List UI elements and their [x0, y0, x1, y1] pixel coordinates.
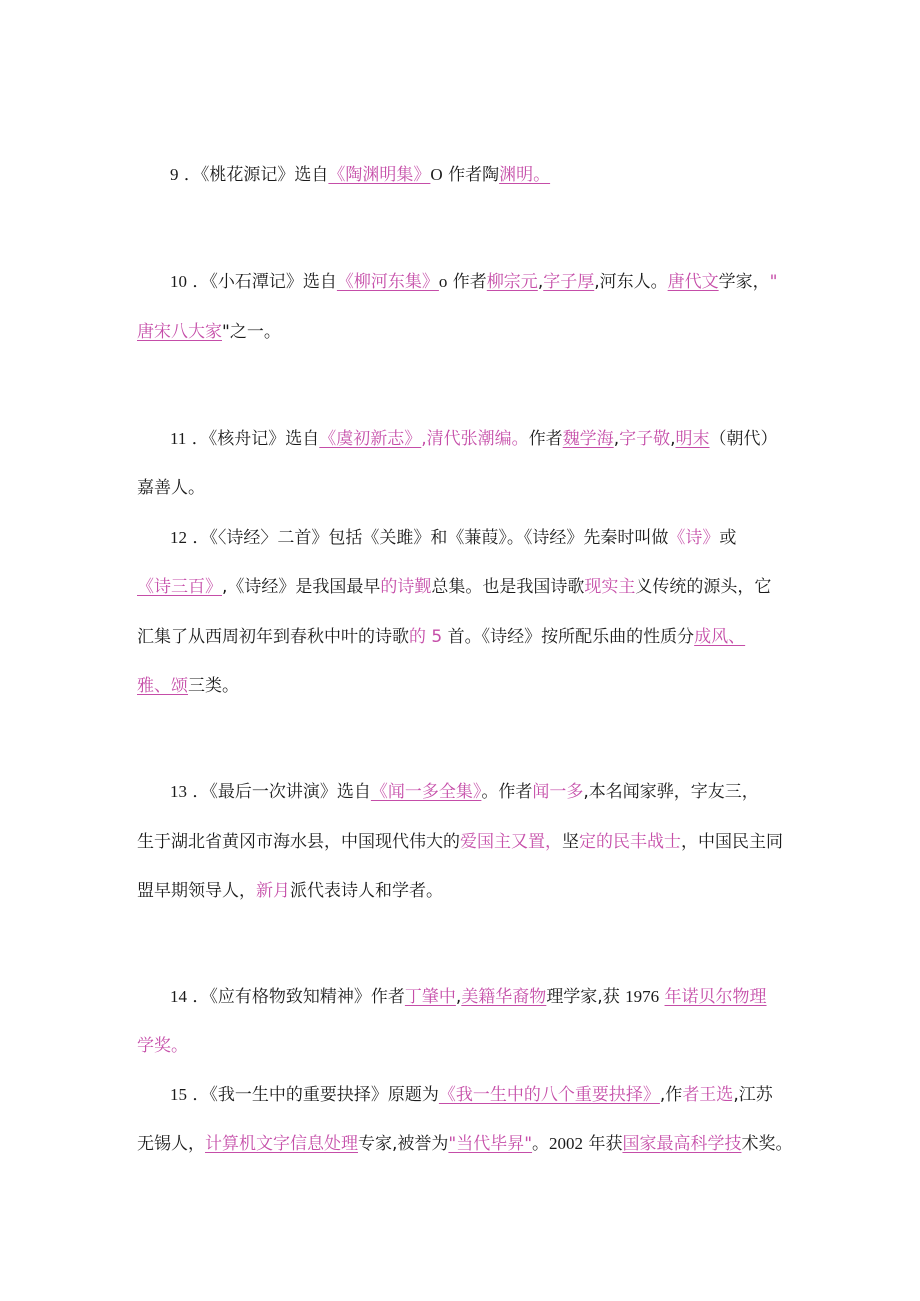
highlighted-text: 《诗三百》 [137, 577, 222, 597]
highlighted-text: 唐宋八大家 [137, 322, 222, 342]
text-span: ,河东人。 [594, 272, 668, 292]
text-line [170, 986, 767, 1008]
text-span: 15 [170, 1085, 187, 1104]
text-span: ,江苏 [733, 1085, 773, 1105]
text-span: O [430, 165, 443, 184]
text-line [137, 1035, 188, 1057]
text-line [170, 164, 550, 186]
highlighted-text: 的诗觐 [380, 577, 432, 597]
highlighted-text: 《我一生中的八个重要抉择》 [438, 1085, 660, 1105]
highlighted-text: 计算机文字信息处理 [205, 1134, 358, 1154]
text-span: ．《桃花源记》选自 [178, 165, 329, 185]
highlighted-text: 柳宗元 [486, 272, 538, 292]
text-line [170, 781, 759, 803]
highlighted-text: 《诗》 [668, 528, 720, 548]
highlighted-text: 学奖。 [137, 1036, 188, 1056]
text-span: ．《我一生中的重要抉择》原题为 [187, 1085, 439, 1105]
text-line [137, 576, 771, 598]
text-line [170, 1084, 773, 1106]
highlighted-text: 的 5 [409, 627, 443, 647]
highlighted-text: 字子厚 [543, 272, 595, 292]
text-span: 盟早期领导人， [137, 881, 256, 901]
text-span: 作者 [528, 429, 563, 449]
text-span: 14 [170, 987, 187, 1006]
text-span: 12 [170, 528, 187, 547]
text-line [170, 271, 777, 293]
highlighted-text: 定的民丰战士 [579, 832, 681, 852]
text-span: 作者 [447, 272, 487, 292]
text-span: 派代表诗人和学者。 [290, 881, 443, 901]
highlighted-text: 渊明。 [499, 165, 551, 185]
text-span: 理学家,获 [546, 987, 626, 1007]
text-line [137, 675, 239, 697]
text-span: 汇集了从西周初年到春秋中叶的诗歌 [137, 627, 409, 647]
text-span: ．《最后一次讲演》选自 [187, 782, 371, 802]
highlighted-text: 《柳河东集》 [336, 272, 439, 292]
text-span: 9 [170, 165, 179, 184]
highlighted-text: ,清代张潮编。 [421, 429, 529, 449]
text-span: 或 [719, 528, 737, 548]
text-span: ．《应有格物致知精神》作者 [187, 987, 405, 1007]
highlighted-text: 唐代文 [667, 272, 719, 292]
highlighted-text: 国家最高科学技 [622, 1134, 742, 1154]
text-span: 首。《诗经》按所配乐曲的性质分 [442, 627, 695, 647]
text-span: ,本名闻家骅，字友三， [583, 782, 759, 802]
text-span: ,《诗经》是我国最早 [222, 577, 381, 597]
text-span: 13 [170, 782, 187, 801]
highlighted-text: 丁肇中 [404, 987, 456, 1007]
text-span: 总集。也是我国诗歌 [431, 577, 585, 597]
text-span: ，中国民主同 [681, 832, 783, 852]
text-span: , [670, 429, 676, 449]
text-span: 。作者 [481, 782, 533, 802]
highlighted-text: 者王选 [682, 1085, 734, 1105]
text-line [137, 880, 443, 902]
text-span: 生于湖北省黄冈市海水县，中国现代伟大的 [137, 832, 460, 852]
text-span: 学家， [718, 272, 770, 292]
highlighted-text: " [769, 272, 778, 292]
text-span: ．《核舟记》选自 [186, 429, 320, 449]
text-span: 专家,被誉为 [358, 1134, 449, 1154]
text-span: o [438, 272, 448, 291]
highlighted-text: 魏学海 [562, 429, 614, 449]
text-line [170, 527, 736, 549]
text-span: 1976 [625, 987, 660, 1006]
highlighted-text: 年诺贝尔物理 [664, 987, 767, 1007]
text-span: , [537, 272, 544, 292]
text-span: （朝代） [709, 429, 778, 449]
highlighted-text: 闻一多 [532, 782, 584, 802]
text-span: "之一。 [222, 322, 281, 342]
text-span: 作者陶 [442, 165, 500, 185]
text-line [137, 321, 281, 343]
text-span: 坚 [562, 832, 579, 852]
text-span: 无锡人， [137, 1134, 205, 1154]
text-span: 。 [532, 1134, 550, 1154]
text-line [137, 831, 783, 853]
text-span: 嘉善人。 [137, 478, 205, 498]
text-span: 术奖。 [741, 1134, 793, 1154]
text-span: 义传统的源头，它 [635, 577, 772, 597]
text-line [137, 626, 745, 648]
text-line [137, 1133, 792, 1155]
text-line [137, 477, 205, 499]
highlighted-text: 《虞初新志》 [319, 429, 422, 449]
text-span: ,作 [659, 1085, 683, 1105]
highlighted-text: "当代毕昇" [448, 1134, 533, 1154]
highlighted-text: 明末 [675, 429, 710, 449]
highlighted-text: 字子敬 [619, 429, 671, 449]
highlighted-text: 《闻一多全集》 [370, 782, 482, 802]
text-span: 11 [170, 429, 187, 448]
text-span: , [613, 429, 620, 449]
highlighted-text: 雅、颂 [137, 676, 188, 696]
text-span: 2002 [549, 1134, 584, 1153]
highlighted-text: 爱国主又置， [460, 832, 562, 852]
highlighted-text: 现实主 [584, 577, 636, 597]
highlighted-text: 新月 [256, 881, 290, 901]
text-span: , [455, 987, 462, 1007]
text-span: ．《〈诗经〉二首》包括《关雎》和《蒹葭》。《诗经》先秦时叫做 [187, 528, 669, 548]
highlighted-text: 美籍华裔物 [461, 987, 547, 1007]
text-span: ．《小石潭记》选自 [187, 272, 337, 292]
text-span: 10 [170, 272, 187, 291]
text-line [170, 428, 778, 450]
text-span: 年获 [583, 1134, 623, 1154]
text-span: 三类。 [188, 676, 239, 696]
highlighted-text: 成风、 [694, 627, 746, 647]
highlighted-text: 《陶渊明集》 [328, 165, 431, 185]
